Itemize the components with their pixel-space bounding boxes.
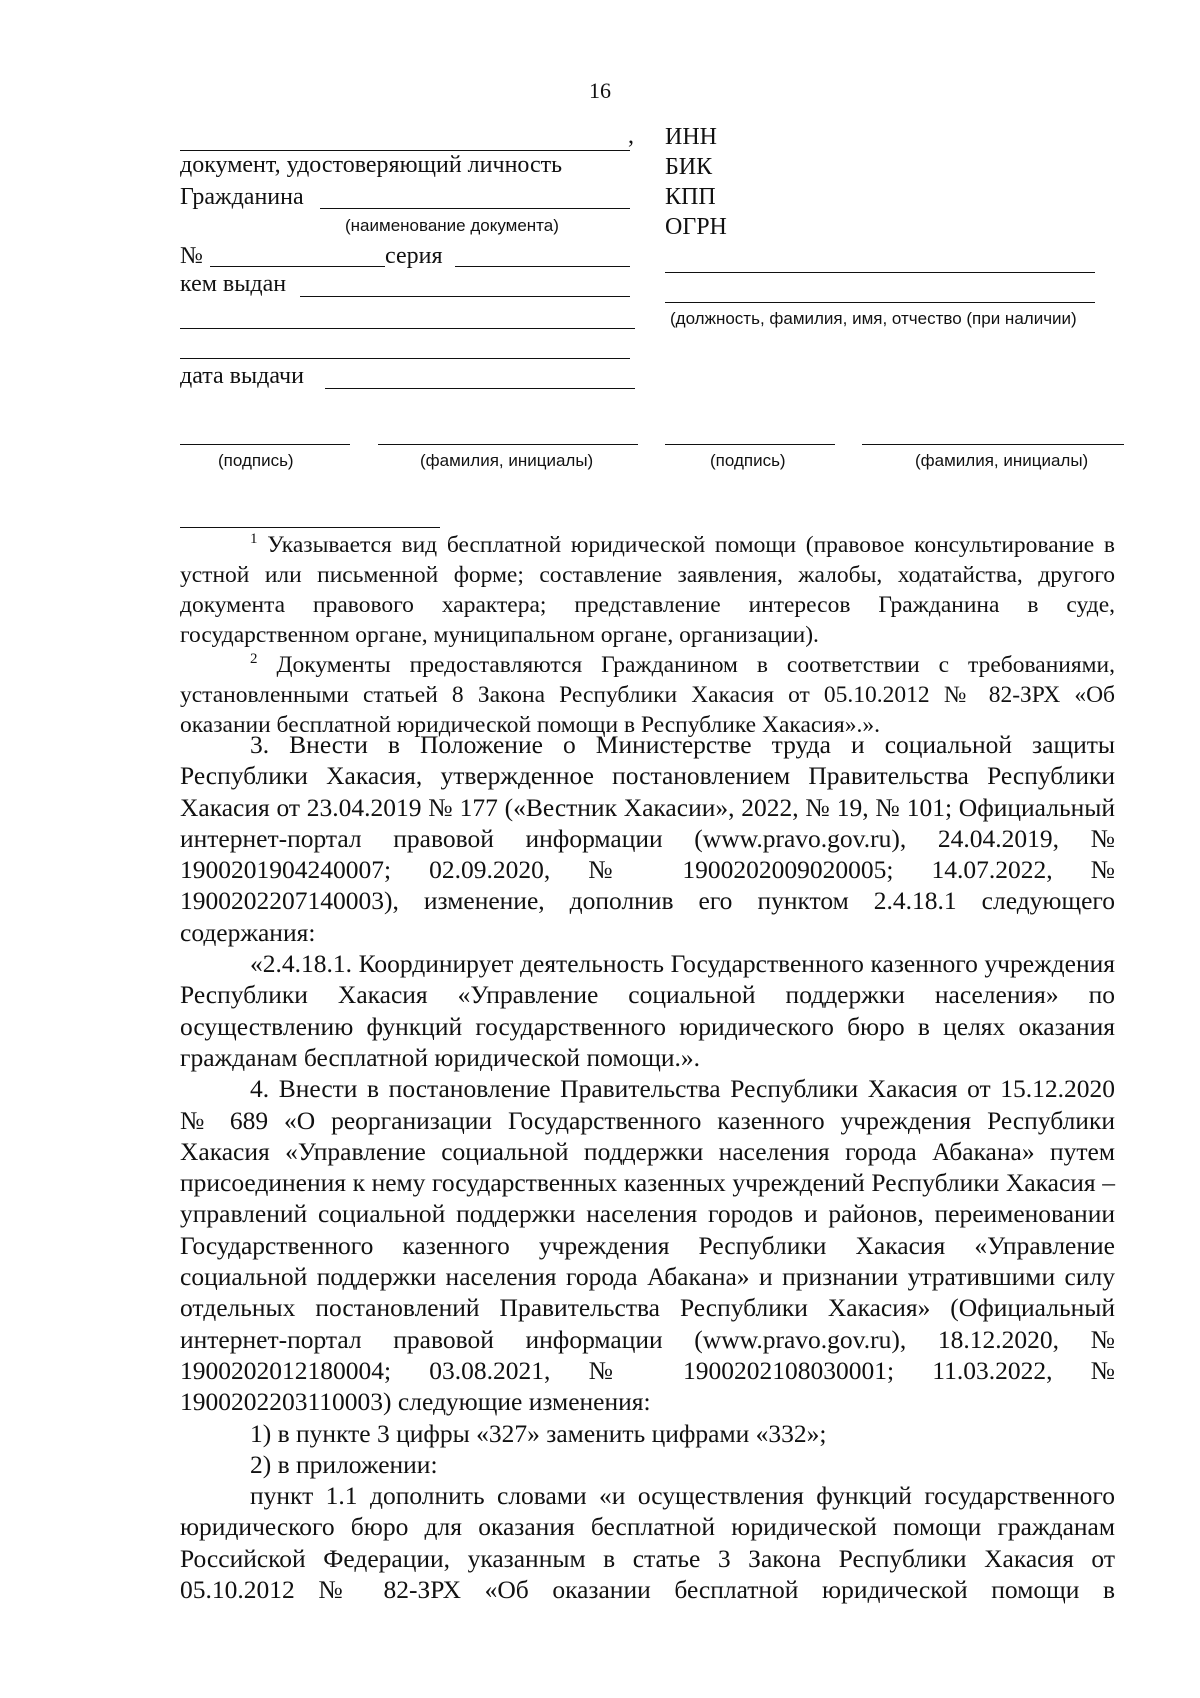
left-name-line [378, 444, 638, 445]
kpp-label: КПП [665, 184, 716, 210]
footnote-1-mark: 1 [250, 531, 258, 548]
document-name-hint: (наименование документа) [345, 216, 559, 235]
number-line [210, 266, 385, 267]
left-name-hint: (фамилия, инициалы) [420, 451, 594, 470]
comma: , [628, 123, 634, 149]
position-hint: (должность, фамилия, имя, отчество (при наличии) [670, 309, 1077, 328]
footnote-1-text: Указывается вид бесплатной юридической помощи (правовое консультирование в устной или письменной форме; составление заявления, жалобы, ходатайства, другого документа правового характера; представление интересов Гражданина в суде, государственном органе, муниципальном органе, организации). [180, 532, 1116, 648]
paragraph-4: 4. Внести в постановление Правительства Республики Хакасия от 15.12.2020 № 689 «О реорганизации Государственного казенного учреждения Республики Хакасия «Управление социальной поддержки населения города Абакана» путем присоединения к нему государственных казенных учреждений Республики Хакасия – управлений социальной поддержки населения городов и районов, переименовании Государственного казенного учреждения Республики Хакасия «Управление социальной поддержки населения города Абакана» и признании утратившими силу отдельных постановлений Правительства Республики Хакасия» (Официальный интернет-портал правовой информации (www.pravo.gov.ru), 18.12.2020, № 1900202012180004; 03.08.2021, № 1900202108030001; 11.03.2022, № 1900202203110003) следующие изменения: [180, 1074, 1115, 1417]
citizen-label: Гражданина [180, 184, 304, 210]
org-line-1 [665, 272, 1095, 273]
right-signature-line [665, 444, 835, 445]
paragraph-4-item-2-point-1-1: пункт 1.1 дополнить словами «и осуществления функций государственного юридического бюро для оказания бесплатной юридической помощи гражданам Российской Федерации, указанным в статье 3 Закона Республики Хакасия от 05.10.2012 № 82-ЗРХ «Об оказании бесплатной юридической помощи в [180, 1481, 1115, 1605]
org-line-2 [665, 302, 1095, 303]
footnote-2-mark: 2 [250, 651, 258, 668]
document-name-line [320, 208, 630, 209]
bik-label: БИК [665, 154, 713, 180]
footnote-1 [180, 530, 1115, 650]
paragraph-4-item-1: 1) в пункте 3 цифры «327» заменить цифрами «332»; [250, 1418, 827, 1448]
left-signature-hint: (подпись) [218, 451, 294, 470]
issue-date-line [325, 388, 635, 389]
right-name-hint: (фамилия, инициалы) [915, 451, 1089, 470]
paragraph-quote-2-4-18-1: «2.4.18.1. Координирует деятельность Государственного казенного учреждения Республики Хакасия «Управление социальной поддержки населения» по осуществлению функций государственного юридического бюро в целях оказания гражданам бесплатной юридической помощи.». [180, 949, 1115, 1072]
issue-date-label: дата выдачи [180, 363, 304, 389]
inn-label: ИНН [665, 124, 717, 150]
issued-by-line-3 [180, 358, 630, 359]
footnote-2 [180, 650, 1115, 740]
id-document-label: документ, удостоверяющий личность [180, 152, 563, 178]
footnotes [180, 530, 1115, 740]
issued-by-line-2 [180, 328, 635, 329]
paragraph-4-item-2: 2) в приложении: [250, 1449, 438, 1479]
series-label: серия [385, 243, 443, 269]
number-label: № [180, 243, 203, 269]
right-name-line [862, 444, 1124, 445]
page-number: 16 [589, 78, 611, 103]
left-signature-line [180, 444, 350, 445]
footnote-2-text: Документы предоставляются Гражданином в соответствии с требованиями, установленными статьей 8 Закона Республики Хакасия от 05.10.2012 № 82-ЗРХ «Об оказании бесплатной юридической помощи в Республике Хакасия».». [180, 652, 1115, 738]
series-line [455, 266, 630, 267]
body-text [180, 729, 1115, 1605]
issued-by-line [300, 296, 630, 297]
issued-by-label: кем выдан [180, 271, 287, 297]
right-signature-hint: (подпись) [710, 451, 786, 470]
paragraph-3: 3. Внести в Положение о Министерстве труда и социальной защиты Республики Хакасия, утвержденное постановлением Правительства Республики Хакасия от 23.04.2019 № 177 («Вестник Хакасии», 2022, № 19, № 101; Официальный интернет-портал правовой информации (www.pravo.gov.ru), 24.04.2019, № 1900201904240007; 02.09.2020, № 1900202009020005; 14.07.2022, № 1900202207140003), изменение, дополнив его пунктом 2.4.18.1 следующего содержания: [180, 730, 1115, 947]
footnote-separator [180, 527, 440, 528]
citizen-name-line [180, 150, 630, 151]
ogrn-label: ОГРН [665, 214, 727, 240]
